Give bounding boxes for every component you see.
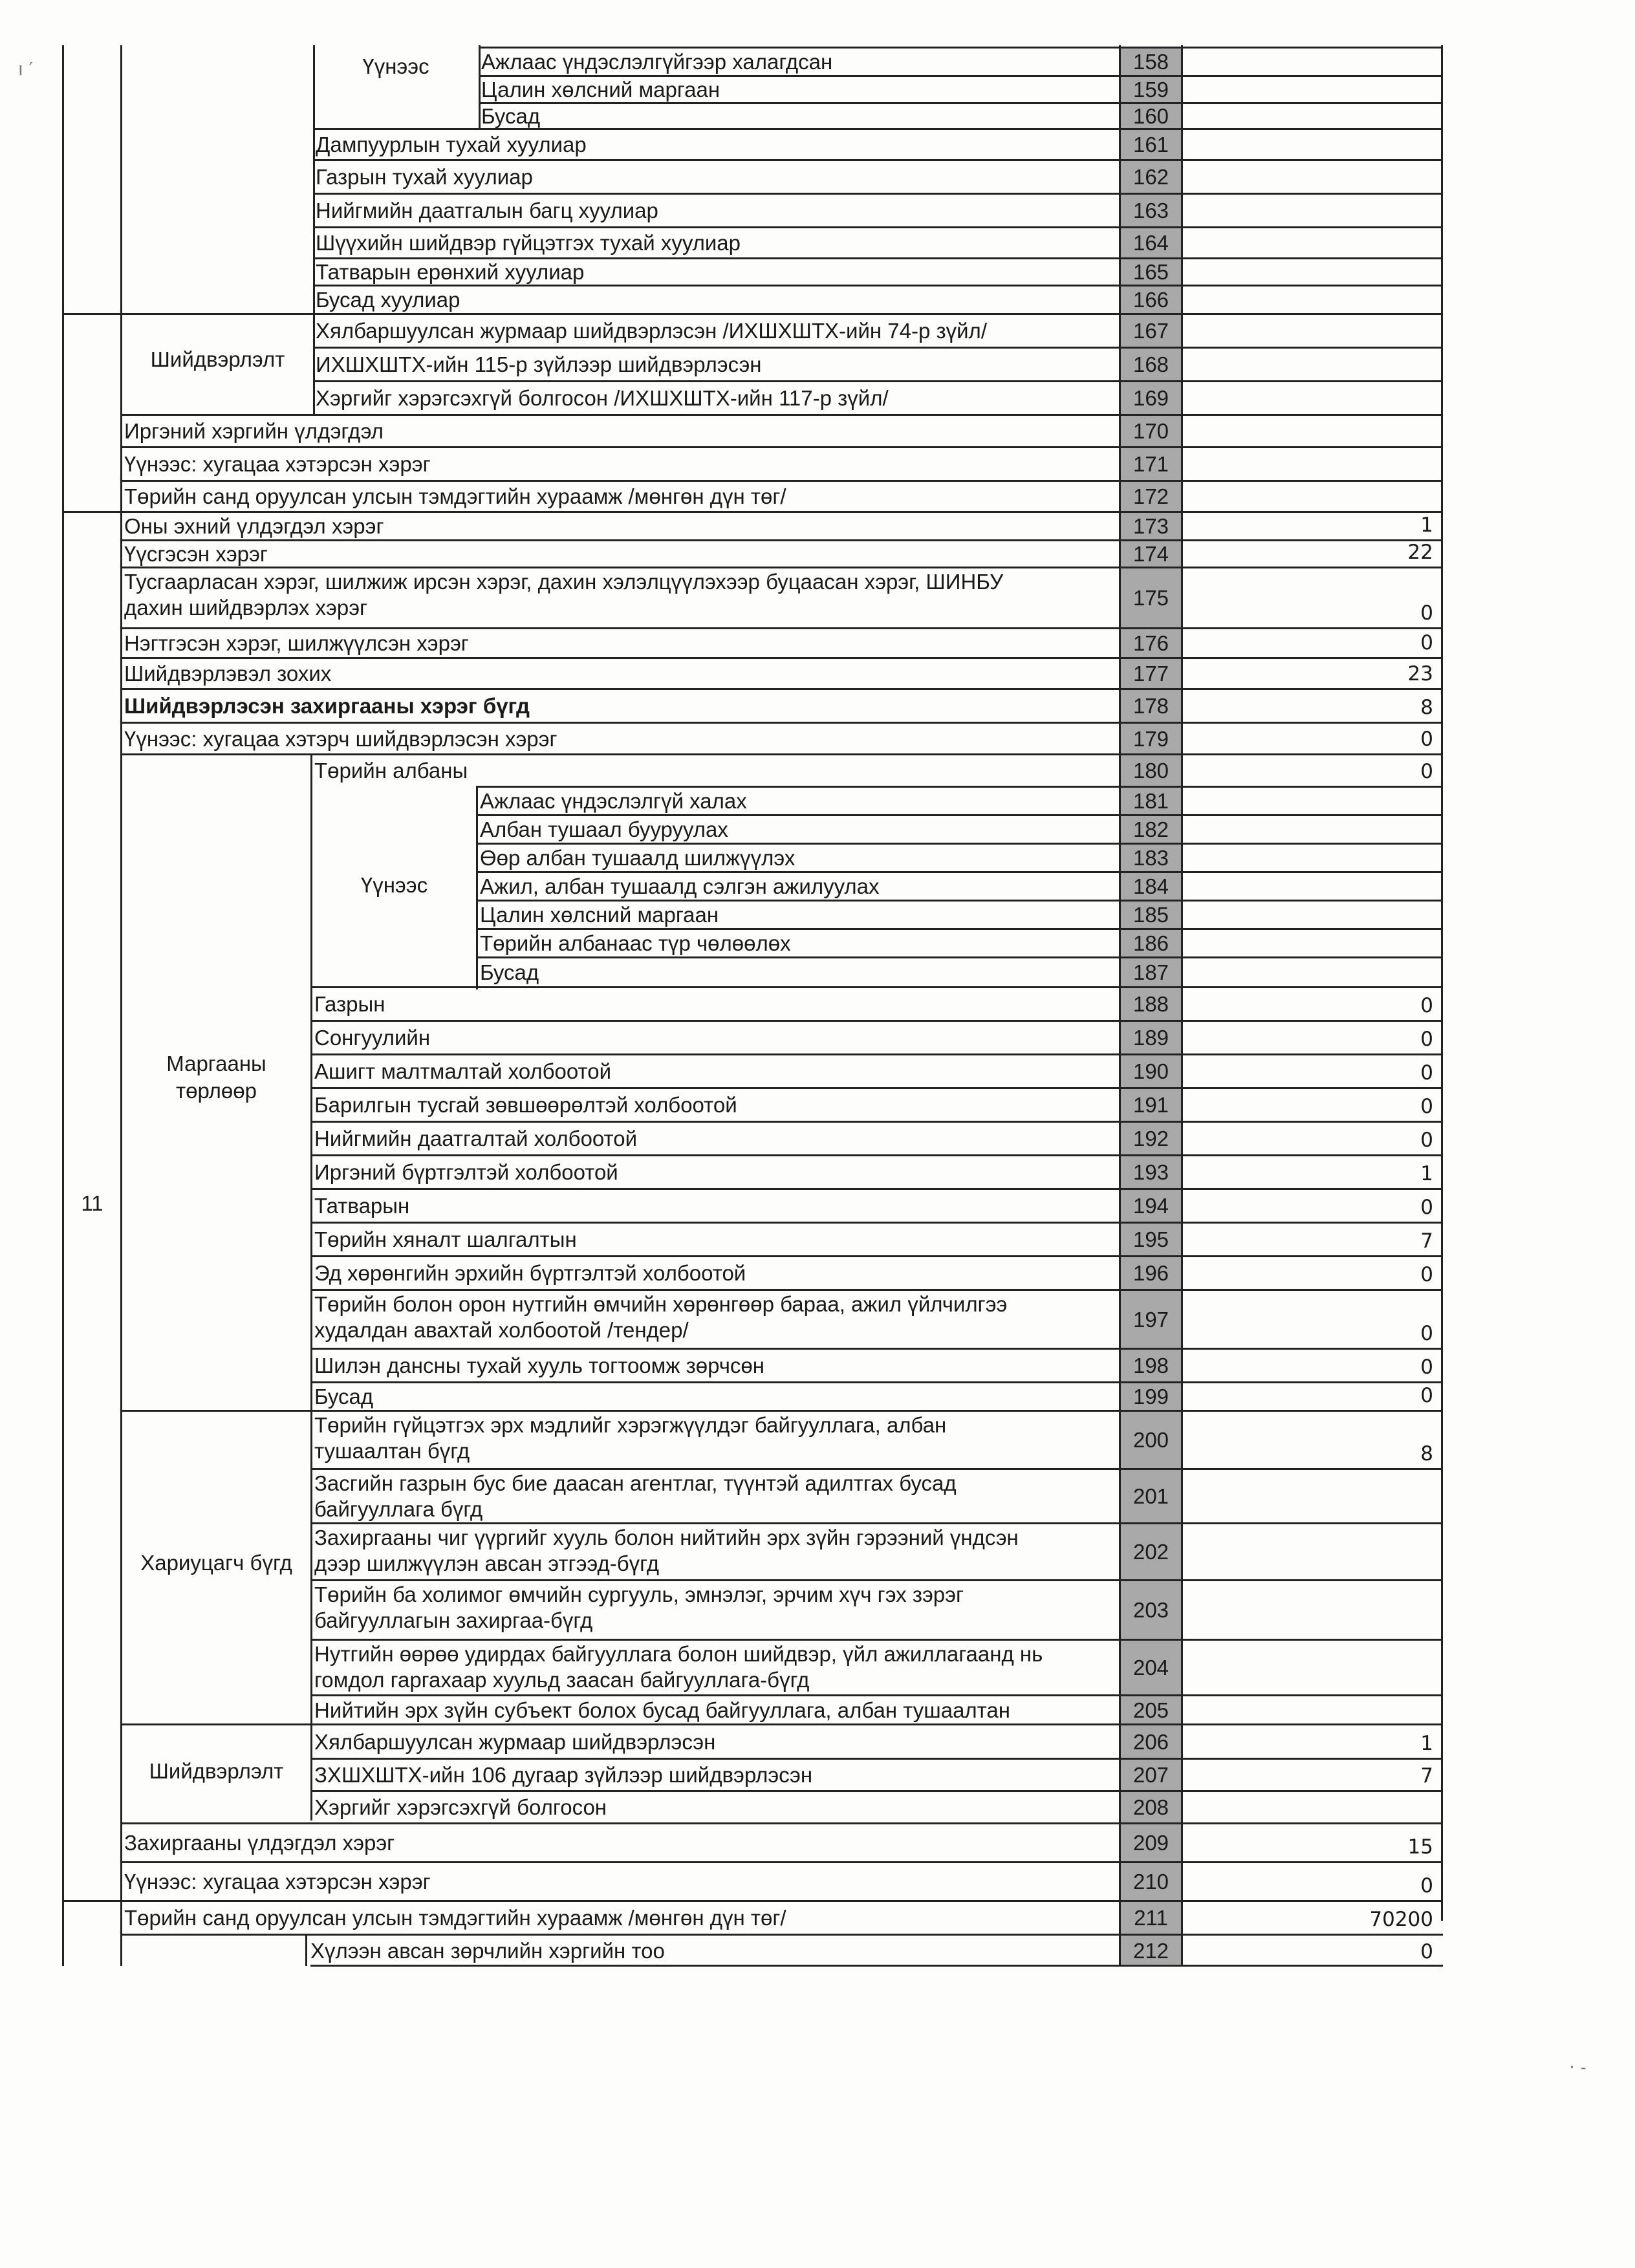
row-label: Төрийн албанаас түр чөлөөлөх	[480, 931, 791, 955]
row-rule	[310, 1154, 1443, 1156]
row-code: 178	[1132, 694, 1169, 718]
row-rule	[479, 102, 1443, 104]
row-label: Хялбаршуулсан журмаар шийдвэрлэсэн	[314, 1729, 716, 1754]
row-code: 210	[1132, 1870, 1169, 1894]
row-code: 196	[1132, 1261, 1169, 1285]
row-rule	[120, 414, 1443, 416]
row-label: Үүсгэсэн хэрэг	[124, 542, 268, 566]
row-code: 182	[1132, 817, 1169, 841]
row-rule	[120, 1723, 1443, 1725]
row-label: Татварын ерөнхий хуулиар	[316, 260, 585, 284]
row-label: Захиргааны үлдэгдэл хэрэг	[124, 1831, 395, 1855]
row-code: 171	[1132, 452, 1169, 476]
row-label: Шүүхийн шийдвэр гүйцэтгэх тухай хуулиар	[316, 231, 741, 255]
row-code: 174	[1132, 542, 1169, 566]
row-value: 7	[1420, 1764, 1433, 1787]
row-rule	[310, 1579, 1443, 1581]
row-value: 0	[1420, 760, 1433, 783]
group-defendant: Хариуцагч бүгд	[140, 1551, 292, 1575]
row-rule	[479, 47, 1443, 49]
row-value: 15	[1407, 1835, 1433, 1859]
row-label: Шийдвэрлэсэн захиргааны хэрэг бүгд	[124, 694, 530, 718]
row-code: 184	[1132, 874, 1169, 898]
row-code: 163	[1132, 199, 1169, 222]
row-rule	[310, 1348, 1443, 1350]
row-code: 186	[1132, 931, 1169, 955]
row-rule	[313, 226, 1443, 228]
row-label: Иргэний хэргийн үлдэгдэл	[124, 419, 384, 443]
group-decision-top: Шийдвэрлэлт	[150, 347, 285, 371]
row-label: Хэргийг хэрэгсэхгүй болгосон	[314, 1795, 607, 1819]
row-code: 203	[1132, 1598, 1169, 1622]
row-rule	[120, 627, 1443, 629]
row-label-line2: байгууллагын захиргаа-бүгд	[314, 1608, 593, 1632]
row-label: Үүнээс: хугацаа хэтэрсэн хэрэг	[124, 452, 431, 476]
row-rule	[313, 193, 1443, 195]
row-value: 0	[1420, 1095, 1433, 1118]
row-rule	[310, 1188, 1443, 1190]
row-label-line1: Төрийн болон орон нутгийн өмчийн хөрөнгөөр бараа, ажил үйлчилгээ	[314, 1292, 1008, 1316]
row-code: 205	[1132, 1698, 1169, 1722]
row-value: 0	[1420, 1129, 1433, 1152]
row-code: 206	[1132, 1729, 1169, 1754]
row-value: 70200	[1369, 1908, 1433, 1931]
row-code: 188	[1132, 992, 1169, 1016]
row-label: Ажил, албан тушаалд сэлгэн ажилуулах	[480, 874, 880, 898]
row-rule	[62, 511, 1443, 513]
row-value: 7	[1420, 1229, 1433, 1253]
row-rule	[476, 786, 1443, 788]
row-rule	[310, 1020, 1443, 1022]
row-label: Цалин хөлсний маргаан	[481, 78, 720, 102]
row-code: 202	[1132, 1540, 1169, 1564]
row-label: Оны эхний үлдэгдэл хэрэг	[124, 514, 384, 538]
scan-mark: · ˗	[1569, 2057, 1586, 2078]
row-code: 201	[1132, 1484, 1169, 1508]
row-label: Хялбаршуулсан журмаар шийдвэрлэсэн /ИХШХШТХ-ийн 74-р зүйл/	[316, 319, 987, 343]
row-rule	[120, 1934, 1443, 1936]
group-dispute-type-line1: Маргааны	[166, 1052, 266, 1075]
row-rule	[120, 688, 1443, 690]
section-rule	[62, 313, 120, 315]
row-label: Үүнээс: хугацаа хэтэрч шийдвэрлэсэн хэрэг	[124, 726, 558, 751]
row-value: 0	[1420, 728, 1433, 751]
row-code: 181	[1132, 789, 1169, 813]
row-rule	[310, 1522, 1443, 1524]
row-value: 0	[1420, 1061, 1433, 1085]
row-rule	[310, 1289, 1443, 1291]
row-rule	[120, 313, 1443, 315]
row-value: 0	[1420, 1196, 1433, 1219]
row-value: 0	[1420, 994, 1433, 1017]
row-code: 158	[1132, 50, 1169, 74]
row-rule	[476, 900, 1443, 902]
row-label: Иргэний бүртгэлтэй холбоотой	[314, 1160, 618, 1184]
row-label: Шилэн дансны тухай хууль тогтоомж зөрчсөн	[314, 1354, 764, 1377]
row-rule	[313, 285, 1443, 286]
row-rule	[310, 1694, 1443, 1696]
row-value: 0	[1420, 601, 1433, 625]
row-label: Бусад хуулиар	[316, 288, 460, 312]
row-label: Хүлээн авсан зөрчлийн хэргийн тоо	[310, 1939, 665, 1963]
group-col-line-bottom	[305, 1934, 307, 1966]
row-label: Татварын	[314, 1194, 410, 1218]
row-code: 168	[1132, 352, 1169, 376]
row-value: 0	[1420, 1355, 1433, 1379]
row-rule	[120, 657, 1443, 659]
row-code: 198	[1132, 1354, 1169, 1377]
row-value: 0	[1420, 1384, 1433, 1407]
row-code: 187	[1132, 960, 1169, 984]
row-code: 194	[1132, 1194, 1169, 1218]
row-code: 170	[1132, 419, 1169, 443]
row-label: Албан тушаал бууруулах	[480, 817, 728, 841]
row-rule	[310, 1255, 1443, 1257]
left-border-line	[62, 45, 64, 1966]
row-value: 8	[1420, 696, 1433, 719]
row-label: Өөр албан тушаалд шилжүүлэх	[480, 846, 796, 870]
row-code: 195	[1132, 1227, 1169, 1251]
group-of-which-mid: Үүнээс	[360, 873, 428, 897]
row-label: Дампуурлын тухай хуулиар	[316, 133, 587, 157]
row-label-line1: Захиргааны чиг үүргийг хууль болон нийтийн эрх зүйн гэрээний үндсэн	[314, 1526, 1019, 1550]
code-col-right-line	[1181, 45, 1183, 1966]
row-code: 173	[1132, 514, 1169, 538]
section-col-line	[120, 45, 122, 1966]
row-label-line2: дахин шийдвэрлэх хэрэг	[124, 596, 368, 620]
row-rule	[62, 1900, 1443, 1902]
subgroup-col-line-top	[479, 45, 481, 128]
row-label: Газрын тухай хуулиар	[316, 165, 533, 189]
table-bottom-rule	[310, 1965, 1443, 1967]
row-label: Төрийн санд оруулсан улсын тэмдэгтийн хураамж /мөнгөн дүн төг/	[124, 1906, 786, 1930]
row-code: 199	[1132, 1385, 1169, 1409]
row-rule	[476, 956, 1443, 958]
row-code: 212	[1132, 1939, 1169, 1963]
row-value: 0	[1420, 1874, 1433, 1897]
row-label: Хэргийг хэрэгсэхгүй болгосон /ИХШХШТХ-ийн 117-р зүйл/	[316, 386, 889, 410]
row-value: 0	[1420, 1322, 1433, 1345]
row-code: 175	[1132, 586, 1169, 610]
row-rule	[313, 347, 1443, 349]
row-label-line1: Засгийн газрын бус бие даасан агентлаг, түүнтэй адилтгах бусад	[314, 1471, 957, 1495]
row-code: 160	[1132, 104, 1169, 128]
row-value: 1	[1420, 1162, 1433, 1185]
row-value: 23	[1407, 662, 1433, 686]
group-col-line-top	[313, 45, 315, 414]
row-code: 190	[1132, 1059, 1169, 1083]
row-rule	[476, 871, 1443, 873]
row-code: 183	[1132, 846, 1169, 870]
row-label: Бусад	[481, 104, 541, 128]
row-label-line1: Төрийн ба холимог өмчийн сургууль, эмнэлэг, эрчим хүч гэх зэрэг	[314, 1582, 964, 1606]
row-rule	[313, 380, 1443, 382]
row-rule	[310, 1790, 1443, 1792]
row-rule	[310, 1121, 1443, 1123]
row-label: ИХШХШТХ-ийн 115-р зүйлээр шийдвэрлэсэн	[316, 352, 762, 376]
row-value: 0	[1420, 1263, 1433, 1286]
row-rule	[476, 928, 1443, 930]
row-rule	[476, 843, 1443, 845]
row-label: Бусад	[480, 960, 539, 984]
row-code: 197	[1132, 1307, 1169, 1332]
row-label: Цалин хөлсний маргаан	[480, 903, 719, 927]
row-rule	[120, 480, 1443, 482]
row-value: 8	[1420, 1442, 1433, 1465]
subgroup-col-line-mid	[476, 786, 478, 989]
row-code: 204	[1132, 1656, 1169, 1679]
row-rule	[120, 1410, 1443, 1412]
row-rule	[120, 1822, 1443, 1824]
row-code: 192	[1132, 1127, 1169, 1150]
row-code: 200	[1132, 1428, 1169, 1452]
row-value: 0	[1420, 1028, 1433, 1051]
row-code: 176	[1132, 631, 1169, 655]
row-code: 193	[1132, 1160, 1169, 1184]
row-label-line2: дээр шилжүүлэн авсан этгээд-бүгд	[314, 1551, 659, 1575]
row-code: 179	[1132, 726, 1169, 751]
row-code: 211	[1134, 1906, 1168, 1930]
section-rule	[62, 1900, 120, 1902]
row-label-line1: Төрийн гүйцэтгэх эрх мэдлийг хэрэгжүүлдэг байгууллага, албан	[314, 1413, 947, 1437]
row-code: 189	[1132, 1026, 1169, 1050]
row-rule	[120, 567, 1443, 568]
row-code: 164	[1132, 231, 1169, 255]
row-code: 165	[1132, 260, 1169, 284]
row-label: Төрийн албаны	[314, 759, 468, 783]
row-rule	[310, 986, 1443, 988]
row-rule	[313, 128, 1443, 130]
row-value: 0	[1420, 1940, 1433, 1963]
row-label: Нийгмийн даатгалын багц хуулиар	[316, 199, 658, 222]
row-label-line1: Нутгийн өөрөө удирдах байгууллага болон шийдвэр, үйл ажиллагаанд нь	[314, 1642, 1043, 1666]
row-value: 0	[1420, 631, 1433, 654]
row-label: Төрийн хяналт шалгалтын	[314, 1227, 577, 1251]
row-rule	[310, 1381, 1443, 1383]
row-rule	[120, 446, 1443, 448]
group-dispute-type-line2: төрлөөр	[175, 1079, 257, 1103]
row-label-line1: Тусгаарласан хэрэг, шилжиж ирсэн хэрэг, дахин хэлэлцүүлэхээр буцаасан хэрэг, ШИНБУ	[124, 570, 1004, 594]
group-col-line-mid	[310, 753, 312, 1820]
row-label: Ажлаас үндэслэлгүй халах	[480, 789, 747, 813]
row-code: 209	[1132, 1831, 1169, 1855]
row-code: 159	[1132, 78, 1169, 102]
row-label: Нэгтгэсэн хэрэг, шилжүүлсэн хэрэг	[124, 631, 469, 655]
row-code: 172	[1132, 484, 1169, 508]
row-rule	[120, 1861, 1443, 1863]
row-label-line2: байгууллага бүгд	[314, 1497, 483, 1521]
row-label: Газрын	[314, 992, 385, 1016]
row-label-line2: худалдан авахтай холбоотой /тендер/	[314, 1318, 689, 1342]
row-code: 208	[1132, 1795, 1169, 1819]
row-label-line2: гомдол гаргахаар хуульд заасан байгууллага-бүгд	[314, 1668, 810, 1692]
row-rule	[120, 722, 1443, 724]
row-rule	[120, 753, 1443, 755]
row-code: 162	[1132, 165, 1169, 189]
row-code: 185	[1132, 903, 1169, 927]
row-rule	[310, 1222, 1443, 1224]
row-code: 169	[1132, 386, 1169, 410]
row-code: 166	[1132, 288, 1169, 312]
row-rule	[310, 1468, 1443, 1470]
row-label: Нийтийн эрх зүйн субъект болох бусад байгууллага, албан тушаалтан	[314, 1698, 1010, 1722]
row-code: 207	[1132, 1763, 1169, 1787]
row-label: Бусад	[314, 1385, 374, 1409]
row-label: ЗХШХШТХ-ийн 106 дугаар зүйлээр шийдвэрлэсэн	[314, 1763, 813, 1787]
row-rule	[310, 1639, 1443, 1641]
row-rule	[313, 159, 1443, 161]
row-rule	[310, 1053, 1443, 1055]
row-label: Ашигт малтмалтай холбоотой	[314, 1059, 612, 1083]
row-value: 22	[1407, 541, 1433, 564]
row-label: Нийгмийн даатгалтай холбоотой	[314, 1127, 638, 1150]
row-rule	[476, 814, 1443, 816]
group-of-which-top: Үүнээс	[362, 54, 429, 78]
row-label-line2: тушаалтан бүгд	[314, 1439, 470, 1463]
row-value: 1	[1420, 513, 1433, 537]
section-number: 11	[81, 1191, 103, 1215]
row-label: Үүнээс: хугацаа хэтэрсэн хэрэг	[124, 1870, 431, 1894]
group-decision-bottom: Шийдвэрлэлт	[149, 1759, 284, 1783]
row-label: Барилгын тусгай зөвшөөрөлтэй холбоотой	[314, 1093, 737, 1117]
row-rule	[310, 1758, 1443, 1760]
row-label: Шийдвэрлэвэл зохих	[124, 662, 332, 686]
row-code: 177	[1132, 662, 1169, 686]
row-label: Төрийн санд оруулсан улсын тэмдэгтийн хураамж /мөнгөн дүн төг/	[124, 484, 786, 508]
row-code: 161	[1132, 133, 1169, 157]
row-label: Эд хөрөнгийн эрхийн бүртгэлтэй холбоотой	[314, 1261, 746, 1285]
row-code: 191	[1132, 1093, 1169, 1117]
row-label: Сонгуулийн	[314, 1026, 431, 1050]
row-value: 1	[1420, 1732, 1433, 1755]
row-label: Ажлаас үндэслэлгүйгээр халагдсан	[481, 50, 833, 74]
row-code: 180	[1132, 759, 1169, 783]
row-code: 167	[1132, 319, 1169, 343]
row-rule	[310, 1087, 1443, 1089]
scan-mark: ı ′	[18, 58, 34, 80]
